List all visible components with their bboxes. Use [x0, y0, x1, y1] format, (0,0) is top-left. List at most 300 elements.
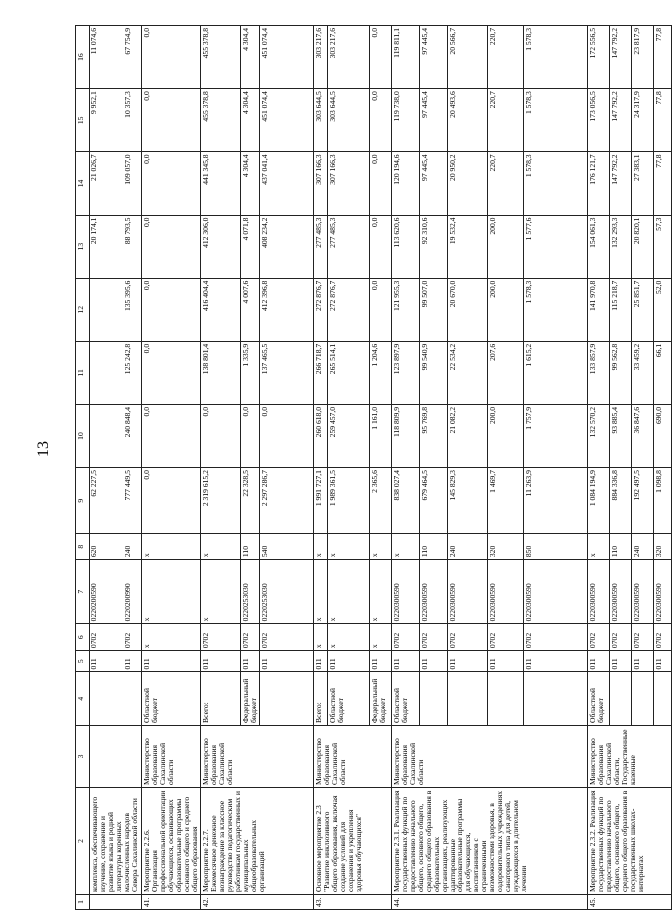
source-cell [523, 672, 587, 726]
amount-cell: 93 885,4 [609, 404, 631, 467]
amount-cell: 99 507,0 [419, 278, 447, 341]
code-cell: x [327, 560, 369, 624]
value-cell [90, 342, 124, 404]
stacked-row [90, 89, 124, 151]
code-cell: 0220300590 [447, 560, 487, 624]
value-cell [90, 279, 124, 341]
stacked-row [90, 468, 124, 533]
stacked-row [124, 560, 140, 623]
value-cell: 88 793,5 [123, 217, 132, 245]
header-row [76, 26, 90, 910]
stacked-row [124, 342, 140, 404]
executor-cell [90, 725, 142, 787]
row-number-cell: 41. [142, 895, 201, 910]
stacked-row [124, 405, 140, 467]
amount-cell: 451 074,4 [259, 26, 313, 89]
amount-cell: 0,0 [240, 404, 259, 467]
header-cell: 3 [76, 725, 90, 787]
source-cell [259, 672, 313, 726]
amount-cell: 147 792,2 [609, 89, 631, 152]
header-cell: 14 [76, 152, 90, 215]
amount-cell: 1 335,9 [240, 341, 259, 404]
amount-cell: 0,0 [369, 26, 391, 89]
amount-cell: 0,0 [369, 89, 391, 152]
amount-cell: 77,8 [653, 26, 671, 89]
amount-cell: 1 615,2 [523, 341, 587, 404]
code-cell: 011 [240, 651, 259, 672]
code-cell: 0702 [653, 624, 671, 651]
amount-cell: 99 540,9 [419, 341, 447, 404]
code-cell: 0702 [391, 624, 419, 651]
code-cell: 0702 [419, 624, 447, 651]
amount-cell: 24 317,9 [631, 89, 653, 152]
code-cell: 011 [327, 651, 369, 672]
stacked-row [90, 342, 124, 404]
amount-cell: 97 445,4 [419, 26, 447, 89]
amount-cell: 0,0 [142, 89, 201, 152]
stacked-row [90, 560, 124, 623]
amount-cell: 0,0 [369, 215, 391, 278]
amount-cell: 132 570,2 [587, 404, 609, 467]
stacked-values [90, 89, 140, 151]
amount-cell: 259 457,0 [327, 404, 369, 467]
header-cell: 5 [76, 651, 90, 672]
value-cell: 135 395,6 [123, 280, 132, 312]
amount-cell: 679 464,5 [419, 468, 447, 534]
code-cell: 011 [523, 651, 587, 672]
row-number-cell: 43. [313, 895, 391, 910]
description-cell: Основное мероприятие 2.3 "Развитие инклюзивного общего образования, включая создание условий для сохранения и укрепления здоровья обучающихся" [313, 788, 391, 895]
amount-cell: 220,7 [487, 26, 523, 89]
code-cell: 011 [447, 651, 487, 672]
source-cell [653, 672, 671, 726]
amount-cell: 1 757,9 [523, 404, 587, 467]
code-cell: 011 [419, 651, 447, 672]
stacked-row [90, 216, 124, 278]
code-cell: x [327, 624, 369, 651]
amount-cell: 303 644,5 [313, 89, 327, 152]
amount-cell: 408 234,2 [259, 215, 313, 278]
header-cell: 4 [76, 672, 90, 726]
amount-cell: 200,0 [487, 215, 523, 278]
stacked-cell [90, 624, 142, 651]
amount-cell: 4 304,4 [240, 26, 259, 89]
value-cell: 0220200590 [89, 583, 98, 622]
amount-cell: 303 217,6 [313, 26, 327, 89]
amount-cell: 36 847,6 [631, 404, 653, 467]
amount-cell: 1 204,6 [369, 341, 391, 404]
source-cell [631, 672, 653, 726]
amount-cell: 303 217,6 [327, 26, 369, 89]
amount-cell: 95 769,8 [419, 404, 447, 467]
stacked-values [90, 26, 140, 88]
value-cell: 240 848,4 [123, 406, 132, 438]
source-cell: Всего: [313, 672, 327, 726]
stacked-row [90, 26, 124, 88]
value-cell: 011 [123, 658, 132, 670]
code-cell: x [200, 534, 240, 560]
code-cell: x [391, 534, 419, 560]
value-cell: 0220200990 [123, 583, 132, 622]
amount-cell: 19 532,4 [447, 215, 487, 278]
code-cell: x [369, 560, 391, 624]
header-cell: 13 [76, 215, 90, 278]
value-cell: 9 952,1 [89, 91, 98, 115]
header-cell: 1 [76, 895, 90, 910]
value-cell: 240 [123, 545, 132, 558]
stacked-row [124, 26, 140, 88]
amount-cell: 2 297 286,7 [259, 468, 313, 534]
stacked-values [90, 405, 140, 467]
amount-cell: 690,0 [653, 404, 671, 467]
amount-cell: 0,0 [142, 152, 201, 215]
value-cell: 0702 [123, 632, 132, 649]
stacked-values [90, 279, 140, 341]
amount-cell: 451 074,4 [259, 89, 313, 152]
stacked-cell [90, 26, 142, 89]
amount-cell: 1 578,3 [523, 89, 587, 152]
stacked-row [90, 405, 124, 467]
source-cell: Областной бюджет [391, 672, 419, 726]
amount-cell: 0,0 [369, 278, 391, 341]
amount-cell: 11 263,9 [523, 468, 587, 534]
stacked-row [90, 651, 124, 671]
amount-cell: 0,0 [142, 468, 201, 534]
amount-cell: 154 061,3 [587, 215, 609, 278]
amount-cell: 20 820,1 [631, 215, 653, 278]
amount-cell: 455 378,8 [200, 26, 240, 89]
amount-cell: 1 578,3 [523, 152, 587, 215]
source-cell [487, 672, 523, 726]
amount-cell: 97 445,4 [419, 89, 447, 152]
amount-cell: 20 566,7 [447, 26, 487, 89]
amount-cell: 0,0 [142, 404, 201, 467]
value-cell: 011 [89, 658, 98, 670]
code-cell: 0220300590 [653, 560, 671, 624]
code-cell: x [313, 560, 327, 624]
source-cell: Областной бюджет [587, 672, 609, 726]
amount-cell: 412 306,0 [200, 215, 240, 278]
code-cell: 0220300590 [523, 560, 587, 624]
stacked-cell [90, 560, 142, 624]
stacked-cell [90, 215, 142, 278]
stacked-row [124, 279, 140, 341]
amount-cell: 1 098,8 [653, 468, 671, 534]
stacked-row [90, 279, 124, 341]
amount-cell: 307 166,3 [313, 152, 327, 215]
stacked-values [90, 624, 140, 650]
description-cell: Мероприятие 2.2.7. Ежемесячное денежное вознаграждение за классное руководство педагогическим работникам государственных и муниципальных общеобразовательных организаций [200, 788, 313, 895]
value-cell: 777 449,5 [123, 470, 132, 501]
code-cell: 0220300590 [391, 560, 419, 624]
code-cell: x [327, 534, 369, 560]
row-number-cell [90, 895, 142, 910]
code-cell: 240 [631, 534, 653, 560]
amount-cell: 172 556,5 [587, 26, 609, 89]
amount-cell: 113 620,6 [391, 215, 419, 278]
stacked-cell [90, 468, 142, 534]
header-cell: 11 [76, 341, 90, 404]
page-number: 13 [35, 441, 52, 457]
header-cell: 16 [76, 26, 90, 89]
header-cell: 10 [76, 404, 90, 467]
code-cell: 110 [609, 534, 631, 560]
description-cell: комплекса, обеспечивающего изучение, сохранение и развитие языка и родной литературы коренных малочисленных народов Севера Сахалинской области [90, 788, 142, 895]
amount-cell: 133 857,9 [587, 341, 609, 404]
amount-cell: 220,7 [487, 89, 523, 152]
amount-cell: 455 378,8 [200, 89, 240, 152]
amount-cell: 260 618,0 [313, 404, 327, 467]
row-number-cell: 44. [391, 895, 587, 910]
amount-cell: 441 345,8 [200, 152, 240, 215]
code-cell: 011 [587, 651, 609, 672]
code-cell: 320 [487, 534, 523, 560]
amount-cell: 0,0 [142, 26, 201, 89]
amount-cell: 23 817,9 [631, 26, 653, 89]
amount-cell: 66,1 [653, 341, 671, 404]
amount-cell: 2 365,6 [369, 468, 391, 534]
amount-cell: 119 738,0 [391, 89, 419, 152]
source-cell: Областной бюджет [327, 672, 369, 726]
stacked-row [90, 624, 124, 650]
amount-cell: 145 829,3 [447, 468, 487, 534]
amount-cell: 77,8 [653, 89, 671, 152]
amount-cell: 416 404,4 [200, 278, 240, 341]
code-cell: 011 [609, 651, 631, 672]
code-cell: 110 [240, 534, 259, 560]
stacked-row [124, 534, 140, 559]
code-cell: x [369, 624, 391, 651]
code-cell: 0702 [631, 624, 653, 651]
code-cell: 0702 [523, 624, 587, 651]
code-cell: 0220253030 [259, 560, 313, 624]
stacked-row [90, 534, 124, 559]
stacked-row [124, 468, 140, 533]
table-row [200, 26, 240, 910]
amount-cell: 1 084 194,9 [587, 468, 609, 534]
value-cell: 20 174,1 [89, 217, 98, 245]
amount-cell: 57,3 [653, 215, 671, 278]
header-cell: 6 [76, 624, 90, 651]
value-cell: 11 074,6 [89, 28, 98, 55]
row-number-cell: 42. [200, 895, 313, 910]
amount-cell: 1 577,6 [523, 215, 587, 278]
amount-cell: 200,0 [487, 404, 523, 467]
amount-cell: 307 166,3 [327, 152, 369, 215]
code-cell: 011 [391, 651, 419, 672]
code-cell: 0702 [587, 624, 609, 651]
table-row [90, 26, 142, 910]
stacked-cell [90, 89, 142, 152]
amount-cell: 115 218,7 [609, 278, 631, 341]
executor-cell: Министерство образования Сахалинской области [200, 725, 313, 787]
amount-cell: 437 041,4 [259, 152, 313, 215]
code-cell: 0220300590 [609, 560, 631, 624]
amount-cell: 1 578,3 [523, 26, 587, 89]
amount-cell: 138 801,4 [200, 341, 240, 404]
amount-cell: 266 718,7 [313, 341, 327, 404]
description-cell: Мероприятие 2.2.6. Организация профессиональной ориентации обучающихся, осваивающих образовательные программы основного общего и среднего общего образования [142, 788, 201, 895]
amount-cell: 20 493,6 [447, 89, 487, 152]
code-cell: x [142, 560, 201, 624]
stacked-values [90, 216, 140, 278]
stacked-values [90, 342, 140, 404]
stacked-row [124, 89, 140, 151]
amount-cell: 121 955,3 [391, 278, 419, 341]
amount-cell: 0,0 [142, 278, 201, 341]
code-cell: 011 [259, 651, 313, 672]
code-cell: x [587, 534, 609, 560]
amount-cell: 22 328,5 [240, 468, 259, 534]
amount-cell: 20 950,2 [447, 152, 487, 215]
amount-cell: 123 897,9 [391, 341, 419, 404]
code-cell: 011 [369, 651, 391, 672]
amount-cell: 272 876,7 [327, 278, 369, 341]
executor-cell: Министерство образования Сахалинской области [142, 725, 201, 787]
amount-cell: 207,6 [487, 341, 523, 404]
code-cell: 011 [142, 651, 201, 672]
table-row [313, 26, 327, 910]
amount-cell: 176 121,7 [587, 152, 609, 215]
stacked-values [90, 152, 140, 214]
amount-cell: 4 304,4 [240, 89, 259, 152]
amount-cell: 1 161,0 [369, 404, 391, 467]
amount-cell: 0,0 [259, 404, 313, 467]
amount-cell: 20 670,0 [447, 278, 487, 341]
source-cell: Всего: [200, 672, 240, 726]
executor-cell: Министерство образования Сахалинской области [313, 725, 391, 787]
code-cell: x [313, 534, 327, 560]
value-cell [90, 405, 124, 467]
code-cell: 011 [313, 651, 327, 672]
code-cell: 0702 [200, 624, 240, 651]
value-cell: 0702 [89, 632, 98, 649]
stacked-values [90, 560, 140, 623]
amount-cell: 220,7 [487, 152, 523, 215]
value-cell: 67 754,9 [123, 28, 132, 55]
stacked-values [90, 468, 140, 533]
source-cell [609, 672, 631, 726]
amount-cell: 132 293,3 [609, 215, 631, 278]
code-cell: 240 [447, 534, 487, 560]
stacked-values [90, 534, 140, 559]
code-cell: 0220300590 [631, 560, 653, 624]
amount-cell: 77,8 [653, 152, 671, 215]
code-cell: 0220300590 [587, 560, 609, 624]
code-cell: 011 [487, 651, 523, 672]
amount-cell: 141 970,8 [587, 278, 609, 341]
amount-cell: 1 989 361,5 [327, 468, 369, 534]
value-cell: 125 242,8 [123, 343, 132, 375]
amount-cell: 277 485,3 [327, 215, 369, 278]
code-cell: 0702 [609, 624, 631, 651]
amount-cell: 33 459,2 [631, 341, 653, 404]
amount-cell: 137 465,5 [259, 341, 313, 404]
code-cell: 011 [653, 651, 671, 672]
amount-cell: 412 396,8 [259, 278, 313, 341]
value-cell: 10 357,3 [123, 91, 132, 118]
header-cell: 2 [76, 788, 90, 895]
value-cell: 620 [89, 545, 98, 558]
value-cell: 109 057,0 [123, 154, 132, 185]
source-cell: Областной бюджет [142, 672, 201, 726]
stacked-row [124, 152, 140, 214]
code-cell: 0220253030 [240, 560, 259, 624]
source-cell [90, 672, 142, 726]
amount-cell: 272 876,7 [313, 278, 327, 341]
table-row [391, 26, 419, 910]
header-cell: 7 [76, 560, 90, 624]
stacked-cell [90, 278, 142, 341]
stacked-cell [90, 534, 142, 560]
code-cell: x [313, 624, 327, 651]
amount-cell: 52,0 [653, 278, 671, 341]
code-cell: 0702 [487, 624, 523, 651]
source-cell: Федеральный бюджет [240, 672, 259, 726]
stacked-cell [90, 404, 142, 467]
amount-cell: 147 792,2 [609, 152, 631, 215]
table-row [587, 26, 609, 910]
amount-cell: 0,0 [369, 152, 391, 215]
stacked-row [124, 216, 140, 278]
amount-cell: 1 991 727,1 [313, 468, 327, 534]
table-row [142, 26, 201, 910]
amount-cell: 119 811,1 [391, 26, 419, 89]
amount-cell: 27 383,1 [631, 152, 653, 215]
amount-cell: 303 644,5 [327, 89, 369, 152]
amount-cell: 277 485,3 [313, 215, 327, 278]
code-cell: 0220300590 [487, 560, 523, 624]
value-cell: 62 227,5 [89, 470, 98, 497]
code-cell: 320 [653, 534, 671, 560]
amount-cell: 0,0 [142, 341, 201, 404]
source-cell: Федеральный бюджет [369, 672, 391, 726]
source-cell [419, 672, 447, 726]
amount-cell: 0,0 [142, 215, 201, 278]
source-cell [447, 672, 487, 726]
amount-cell: 25 851,7 [631, 278, 653, 341]
code-cell: 540 [259, 534, 313, 560]
stacked-cell [90, 651, 142, 672]
stacked-values [90, 651, 140, 671]
description-cell: Мероприятие 2.3.1. Реализация государственных функций по предоставлению начального общего, основного общего, среднего общего образования в образовательных организациях, реализующих адаптированные образовательные программы для обучающихся, воспитанников с ограниченными возможностями здоровья, в оздоровительных учреждениях санаторного типа для детей, нуждающихся в длительном лечении [391, 788, 587, 895]
description-cell: Мероприятие 2.3.2. Реализация государственных функций по предоставлению начального общего, основного общего, среднего общего образования в государственных школах-интернатах [587, 788, 671, 895]
code-cell: 011 [631, 651, 653, 672]
code-cell: 110 [419, 534, 447, 560]
stacked-row [124, 624, 140, 650]
amount-cell: 4 304,4 [240, 152, 259, 215]
row-number-cell: 45. [587, 895, 671, 910]
code-cell: x [200, 560, 240, 624]
amount-cell: 147 792,2 [609, 26, 631, 89]
code-cell: x [369, 534, 391, 560]
amount-cell: 200,0 [487, 278, 523, 341]
amount-cell: 1 578,3 [523, 278, 587, 341]
code-cell: 0220300590 [419, 560, 447, 624]
amount-cell: 92 310,6 [419, 215, 447, 278]
amount-cell: 4 071,8 [240, 215, 259, 278]
value-cell: 21 026,7 [89, 154, 98, 181]
budget-table [75, 25, 672, 910]
rotated-table-area [75, 25, 663, 910]
amount-cell: 265 514,1 [327, 341, 369, 404]
table-body [76, 26, 672, 910]
amount-cell: 1 469,7 [487, 468, 523, 534]
amount-cell: 22 534,2 [447, 341, 487, 404]
stacked-row [90, 152, 124, 214]
amount-cell: 192 497,5 [631, 468, 653, 534]
amount-cell: 838 027,4 [391, 468, 419, 534]
